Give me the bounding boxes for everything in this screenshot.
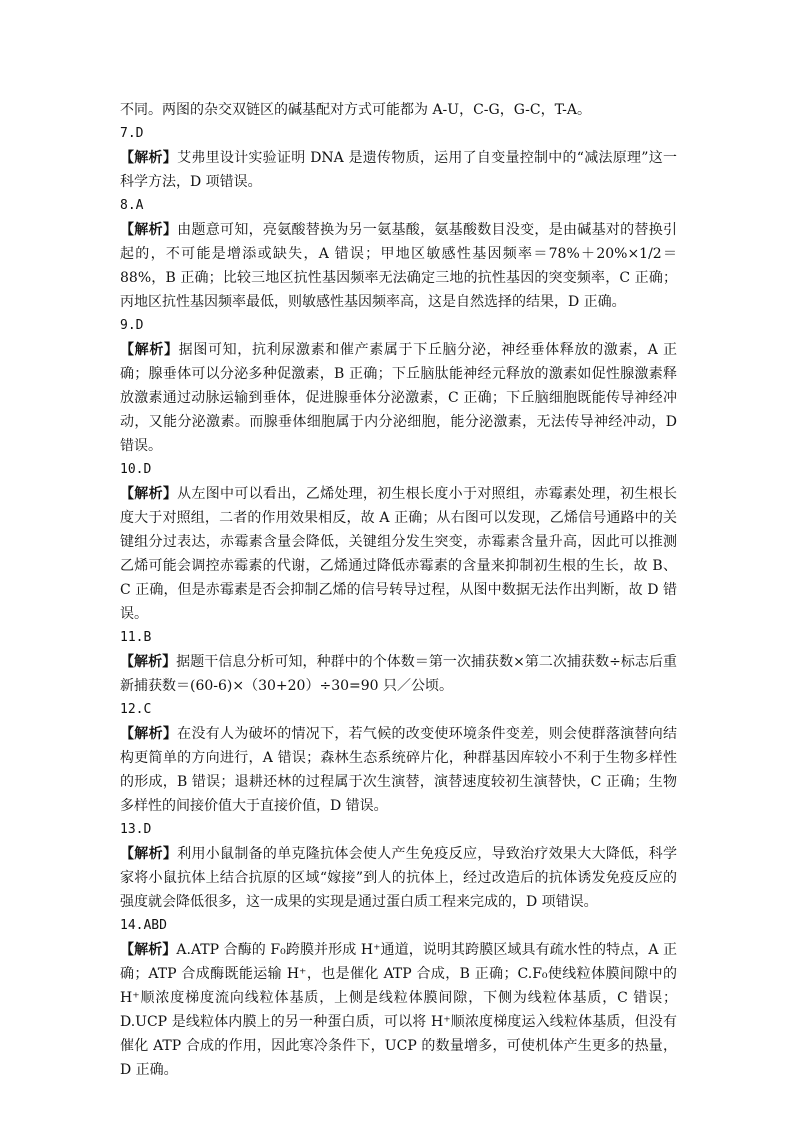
answer-number-12: 12.C (120, 702, 152, 717)
answer-number-14: 14.ABD (120, 918, 167, 933)
answer-number-8: 8.A (120, 198, 144, 213)
analysis-label: 【解析】 (120, 726, 178, 742)
analysis-14 (120, 938, 677, 1082)
analysis-11 (120, 650, 677, 698)
analysis-text: 在没有人为破坏的情况下，若气候的改变使环境条件变差，则会使群落演替向结构更简单的方向进行，A 错误；森林生态系统碎片化，种群基因库较小不利于生物多样性的形成，B 错误；退耕还林的过程属于次生演替，演替速度较初生演替快，C 正确；生物多样性的间接价值大于直接价值，D 错误。 (120, 726, 678, 814)
analysis-12 (120, 722, 677, 818)
analysis-label: 【解析】 (120, 846, 178, 862)
analysis-7 (120, 146, 677, 194)
answer-number-9: 9.D (120, 318, 144, 333)
analysis-label: 【解析】 (120, 654, 177, 670)
analysis-text: 艾弗里设计实验证明 DNA 是遗传物质，运用了自变量控制中的“减法原理”这一科学方法，D 项错误。 (120, 150, 677, 190)
analysis-label: 【解析】 (120, 222, 178, 238)
analysis-9 (120, 338, 677, 458)
analysis-8 (120, 218, 677, 314)
analysis-label: 【解析】 (120, 342, 179, 358)
answer-number-7: 7.D (120, 126, 144, 141)
analysis-text: 由题意可知，亮氨酸替换为另一氨基酸，氨基酸数目没变，是由碱基对的替换引起的，不可能是增添或缺失，A 错误；甲地区敏感性基因频率＝78%＋20%×1/2＝88%，B 正确；比较三地区抗性基因频率无法确定三地的抗性基因的突变频率，C 正确；丙地区抗性基因频率最低，则敏感性基因频率高，这是自然选择的结果，D 正确。 (120, 222, 678, 310)
analysis-text: 据图可知，抗利尿激素和催产素属于下丘脑分泌，神经垂体释放的激素，A 正确；腺垂体可以分泌多种促激素，B 正确；下丘脑肽能神经元释放的激素如促性腺激素释放激素通过动脉运输到垂体，促进腺垂体分泌激素，C 正确；下丘脑细胞既能传导神经冲动，又能分泌激素。而腺垂体细胞属于内分泌细胞，能分泌激素，无法传导神经冲动，D 错误。 (120, 342, 678, 454)
analysis-label: 【解析】 (120, 486, 178, 502)
answer-number-11: 11.B (120, 630, 152, 645)
intro-text: 不同。两图的杂交双链区的碱基配对方式可能都为 A-U，C-G，G-C，T-A。 (120, 102, 591, 118)
answer-sheet (120, 98, 677, 1082)
analysis-text: A.ATP 合酶的 F₀跨膜并形成 H⁺通道，说明其跨膜区域具有疏水性的特点，A 正确；ATP 合成酶既能运输 H⁺，也是催化 ATP 合成，B 正确；C.F₀使线粒体膜间隙中的 H⁺顺浓度梯度流向线粒体基质，上侧是线粒体膜间隙，下侧为线粒体基质，C 错误；D.UCP 是线粒体内膜上的另一种蛋白质，可以将 H⁺顺浓度梯度运入线粒体基质，但没有催化 ATP 合成的作用，因此寒冷条件下，UCP 的数量增多，可使机体产生更多的热量，D 正确。 (120, 942, 678, 1078)
analysis-13 (120, 842, 677, 914)
answer-number-10: 10.D (120, 462, 152, 477)
analysis-10 (120, 482, 677, 626)
answer-number-13: 13.D (120, 822, 152, 837)
analysis-text: 利用小鼠制备的单克隆抗体会使人产生免疫反应，导致治疗效果大大降低，科学家将小鼠抗体上结合抗原的区域“嫁接”到人的抗体上，经过改造后的抗体诱发免疫反应的强度就会降低很多，这一成果的实现是通过蛋白质工程来完成的，D 项错误。 (120, 846, 678, 910)
analysis-text: 据题干信息分析可知，种群中的个体数＝第一次捕获数×第二次捕获数÷标志后重新捕获数＝(60-6)×（30+20）÷30=90 只／公顷。 (120, 654, 678, 694)
analysis-label: 【解析】 (120, 942, 177, 958)
analysis-label: 【解析】 (120, 150, 178, 166)
analysis-text: 从左图中可以看出，乙烯处理，初生根长度小于对照组，赤霉素处理，初生根长度大于对照组，二者的作用效果相反，故 A 正确；从右图可以发现，乙烯信号通路中的关键组分过表达，赤霉素含量会降低，关键组分发生突变，赤霉素含量升高，因此可以推测乙烯可能会调控赤霉素的代谢，乙烯通过降低赤霉素的含量来抑制初生根的生长，故 B、C 正确，但是赤霉素是否会抑制乙烯的信号转导过程，从图中数据无法作出判断，故 D 错误。 (120, 486, 678, 622)
